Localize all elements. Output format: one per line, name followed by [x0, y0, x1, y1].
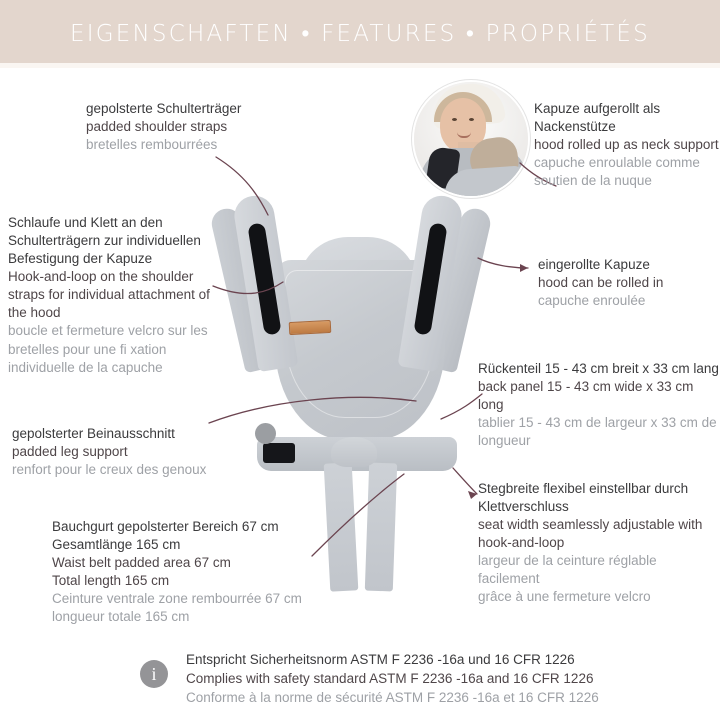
callout-fr-line: longueur [478, 433, 531, 449]
footer-fr-line: Conforme à la norme de sécurité ASTM F 2236 -16a et 16 CFR 1226 [186, 690, 599, 706]
footer-en-line: Complies with safety standard ASTM F 2236 -16a and 16 CFR 1226 [186, 671, 594, 687]
callout-hook-and-loop-shoulder-straps [8, 214, 223, 377]
callout-de-line: Befestigung der Kapuze [8, 251, 153, 267]
callout-fr-line: Ceinture ventrale zone rembourrée 67 cm [52, 591, 302, 607]
page-title: EIGENSCHAFTEN • FEATURES • PROPRIÉTÉS [70, 21, 650, 47]
callout-hood-rolled-in [538, 256, 718, 310]
waist-belt-knob [255, 423, 276, 444]
callout-en-line: hood rolled up as neck support [534, 137, 719, 153]
callout-en-line: seat width seamlessly adjustable with [478, 517, 703, 533]
callout-en-line: padded shoulder straps [86, 119, 228, 135]
photo-eye-left [452, 118, 457, 121]
callout-fr-line: bretelles pour une fi xation [8, 341, 167, 357]
callout-fr-line: grâce à une fermeture velcro [478, 589, 651, 605]
callout-fr-line: boucle et fermeture velcro sur les [8, 323, 208, 339]
footer-text-block [186, 650, 599, 707]
footer-de-line: Entspricht Sicherheitsnorm ASTM F 2236 -16a und 16 CFR 1226 [186, 652, 575, 667]
footer-safety-notice [140, 650, 599, 707]
callout-adjustable-seat-width [478, 480, 720, 607]
callout-de-line: gepolsterte Schulterträger [86, 101, 242, 116]
belt-tail-left [324, 462, 359, 591]
belt-knot [331, 437, 377, 467]
waist-belt-velcro [263, 443, 295, 463]
callout-padded-leg-support [12, 425, 227, 479]
callout-waist-belt-dimensions [52, 518, 312, 626]
callout-de-line: Schlaufe und Klett an den [8, 215, 163, 230]
arrow-head-hood-rolled-in [520, 264, 528, 272]
callout-en-line: Hook-and-loop on the shoulder [8, 269, 194, 285]
photo-eye-right [469, 118, 474, 121]
callout-de-line: Nackenstütze [534, 119, 616, 135]
callout-de-line: Klettverschluss [478, 499, 569, 515]
info-icon-glyph: i [151, 664, 157, 684]
callout-de-line: Gesamtlänge 165 cm [52, 537, 181, 553]
inset-photo-hood-neck-support [412, 80, 530, 198]
callout-en-line: Total length 165 cm [52, 573, 170, 589]
callout-fr-line: renfort pour le creux des genoux [12, 462, 207, 478]
callout-en-line: hood can be rolled in [538, 275, 664, 291]
callout-en-line: back panel 15 - 43 cm wide x 33 cm long [478, 379, 694, 413]
callout-fr-line: bretelles rembourrées [86, 137, 218, 153]
callout-de-line: Stegbreite flexibel einstellbar durch [478, 481, 689, 496]
callout-hood-as-neck-support [534, 100, 720, 190]
callout-de-line: Bauchgurt gepolsterter Bereich 67 cm [52, 519, 279, 534]
callout-padded-shoulder-straps [86, 100, 256, 154]
callout-fr-line: capuche enroulable comme [534, 155, 700, 171]
callout-fr-line: capuche enroulée [538, 293, 646, 309]
callout-en-line: hook-and-loop [478, 535, 565, 551]
belt-tail-right [365, 463, 397, 592]
callout-fr-line: individuelle de la capuche [8, 359, 163, 375]
callout-en-line: padded leg support [12, 444, 128, 460]
callout-de-line: Kapuze aufgerollt als [534, 101, 661, 116]
callout-en-line: straps for individual attachment of [8, 287, 210, 303]
callout-fr-line: longueur totale 165 cm [52, 609, 190, 625]
callout-fr-line: soutien de la nuque [534, 173, 652, 189]
header-band [0, 0, 720, 68]
callout-en-line: the hood [8, 305, 61, 321]
callout-de-line: gepolsterter Beinausschnitt [12, 426, 175, 441]
callout-fr-line: tablier 15 - 43 cm de largeur x 33 cm de [478, 415, 717, 431]
brand-leather-label [289, 320, 332, 335]
callout-back-panel-dimensions [478, 360, 720, 450]
callout-de-line: Schulterträgern zur individuellen [8, 233, 201, 249]
callout-de-line: eingerollte Kapuze [538, 257, 650, 272]
info-icon [140, 660, 168, 688]
callout-fr-line: largeur de la ceinture réglable facilement [478, 553, 657, 587]
callout-en-line: Waist belt padded area 67 cm [52, 555, 231, 571]
callout-de-line: Rückenteil 15 - 43 cm breit x 33 cm lang [478, 361, 719, 376]
